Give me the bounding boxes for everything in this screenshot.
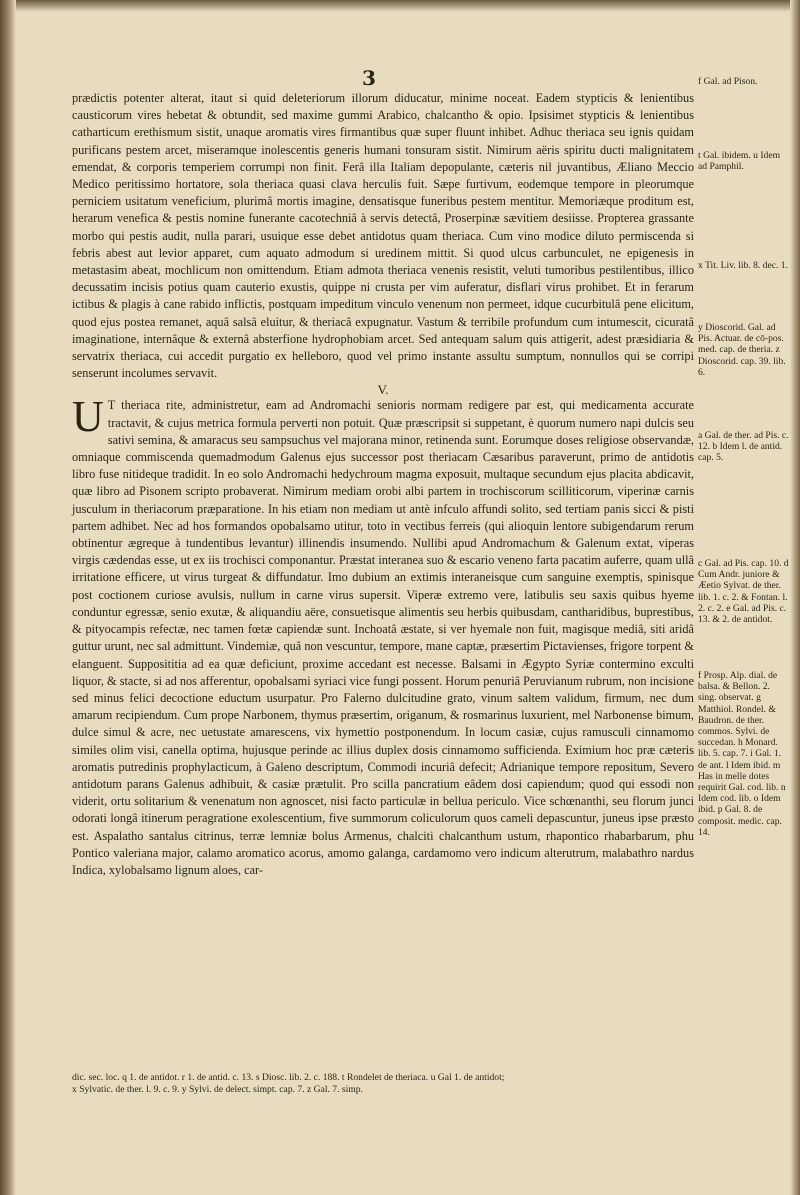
paragraph-theriaca-preparation [72, 392, 694, 879]
book-spine-shadow [0, 0, 16, 1195]
main-text-column [72, 90, 694, 879]
margin-note: f Gal. ad Pison. [698, 76, 758, 87]
drop-cap-letter: U [72, 392, 104, 442]
margin-note: x Tit. Liv. lib. 8. dec. 1. [698, 260, 788, 271]
footnote-line: x Sylvatic. de ther. l. 9. c. 9. y Sylvi. de delect. simpt. cap. 7. z Gal. 7. simp. [72, 1084, 363, 1096]
page-edge-shadow [790, 0, 800, 1195]
paragraph-theriaca-virtues: prædictis potenter alterat, itaut si quid deleteriorum illorum diducatur, minime noceat. Eadem stypticis & lenientibus causticorum vires hebetat & obtundit, sed maxime gummi Arabico, chalcantho & opio. Ipsisimet stypticis & lenientibus catharticum erethismum sistit, unaque aromatis vires firmantibus quæ super fluunt inhibet. Adhuc theriaca seu ignis quidam purificans pestem arcet, miseramque inolescentis generis humani tonsuram sistit. Nimirum aëris spiritu ducti malignitatem emendat, & corporis temperiem corrumpi non finit. Ferâ illa Italiam depopulante, cæteris nil juvantibus, Æliano Meccio Medico peritissimo hortatore, sola theriaca quasi clava herculis fuit. Sæpe furtivum, eodemque tempore in pleorumque perniciem usitatum veneficium, plurimâ mortis imagine, densatisque funeribus pestem mentitur. Memoriæque proditum est, herarum venefica & pestis nomine funerante cacotechniâ à servis detectâ, Proserpinæ sævitiem desiisse. Propterea grassante morbo qui pestis audit, nulla parari, usuique esse debet antidotus quam theriaca. Cum vino modice diluto permiscenda si febris abest aut levior apparet, cum aquato admodum si uredinem mittit. Si quod ulcus carbunculet, ne epigenesis in metastasim abeat, mochlicum non omittendum. Etiam admota theriaca venenis resistit, veluti tumoribus pestilentibus, illico decussatim incisis potius quam cauterio exustis, quippe ni crusta per vim auferatur, disflari virus prohibet. Et in ferarum ictibus & plagis à cane rabido inflictis, postquam impeditum vinculo venenum non permeet, idque cucurbitulâ pene elicitum, quod ejus postea remanet, aquâ salsâ eluitur, & theriacâ expugnatur. Vastum & terribile profundum cum intumescit, cicuratâ imaginatione, internâque & externâ absterfione hydrophobiam arcet. Sed antequam salum quis attigerit, adest præsidiaria & servatrix theriaca, cui accedit purgatio ex helleboro, quod vel primo instante assultu sumptum, nonnullos qui se corripi senserunt incolumes servavit. [72, 91, 694, 381]
margin-note: f Prosp. Alp. dial. de balsa. & Bellon. 2. sing. observat. g Matthiol. Rondel. & Baudron. de ther. commos. Sylvi. de succedan. h Monard. lib. 5. cap. 7. i Gal. 1. de ant. l Idem ibid. m Has in melle dotes requirit Gal. cod. lib. n Idem cod. lib. o Idem ibid. p Gal. 8. de composit. medic. cap. 14. [698, 670, 786, 838]
margin-note: t Gal. ibidem. u Idem ad Pamphil. [698, 150, 781, 173]
page-top-shadow [0, 0, 800, 12]
margin-note: a Gal. de ther. ad Pis. c. 12. b Idem l. de antid. cap. 5. [698, 430, 789, 464]
section-heading: V. [377, 382, 389, 398]
paragraph-theriaca-preparation-text: T theriaca rite, administretur, eam ad Andromachi senioris normam redigere par est, qui medicamenta accurate tractavit, & cujus metrica formula perverti non potuit. Quæ præscripsit si suppetant, è quorum numero napi dulcis seu sativi semina, & amaracus seu sampsuchus vel majorana minor, retinenda sunt. Eorumque doses religiose observandæ, omniaque commiscenda quemadmodum Galenus ejus successor post theriacam Cæsaribus paraverunt, primo de antidotis libro fuse nitideque tradidit. In eo solo Andromachi hedychroum magma exposuit, multaque secundum ejus placita abdicavit, quæ libro ad Pisonem scripto probaverat. Nimirum mediam orobi albi partem in trochiscorum scilliticorum, viperinæ carnis jusculum in theriacorum præparatione. In his etiam non mediam ut antè infculo affundi solito, sed tertiam panis sicci & pisti partem adhibet. Nec ad hos formandos opobalsamo utitur, toto in vectibus ferreis (qui alioquin lentore subigendarum rerum obtinentur ægreque à tundentibus levantur) illinendis insumendo. Nullibi apud Andromachum & Galenum extat, viperas virgis cædendas esse, ut ex iis trochisci componantur. Præstat interanea suo & escario veneno farta pacatim auferre, quam ullâ irritatione efficere, ut virus turgeat & diffundatur. Imo dubium an extimis interaneisque cum sanguine exemptis, spinisque post coctionem curiose avulsis, nullum in carne virus supersit. Viperæ extremo vere, latibulis seu saxis quibus hyeme conduntur egressæ, senio exutæ, & aliquandiu aëre, consuetisque alimentis seu herbis quibusdam, cantharidibus, buprestibus, & pityocampis refectæ, nec tamen fœtæ capiendæ sunt. Inchoatâ æstate, si ver hyemale non fuit, magisque mediâ, siti aridâ guttur urunt, nec sal admittunt. Vindemiæ, quâ non vescuntur, tempore, mane captæ, præsertim Pictavienses, frigore torpent & elanguent. Supposititia ad ea quæ deficiunt, proxime accedant est necesse. Balsami in Ægypto Syriæ contermino exculti liquor, & stacte, si ad nos afferentur, opobalsami syriaci vice fungi possent. Horum penuriâ Peruvianum rubrum, non incisione sed minus felici decoctione eductum usurpatur. Pro Falerno dulcitudine grato, vinum saltem validum, firmum, nec dum amarum recipiendum. Cum prope Narbonem, thymus præsertim, origanum, & rosmarinus luxurient, mel Narbonense bimum, dulce simul & acre, nec uetustate amarescens, vix hymettio postponendum. In locum casiæ, cujus ramusculi cinnamomo similes olim visi, canella optima, hujusque perinde ac illius duplex dosis cinnamomo sufficienda. Eximium hoc præ cæteris aromatis putredinis prophylacticum, à Galeno descriptum, Commodi incuriâ defecit; Adrianique tempore repositum, Severo antidotum parans Galenus adhibuit, & casiæ prætulit. Pro scilla pancratium eâdem dosi capiendum; quod qui essodi non viderit, ortu solitarium & venenatum non agnoscet, nisi facto particulæ in bellua periculo. Vice schœnanthi, seu florum junci odorati longâ itinerum peragratione exolescentium, five summorum coliculorum quos cameli depascuntur, juneus ipse præsto est. Aspalatho santalus citrinus, terræ lemniæ bolus Armenus, chalciti chalcanthum ustum, rhapontico rhabarbarum, phu Pontico valeriana major, calamo aromatico acorus, amomo galanga, cardamomo vero indicum alterutrum, malabathro nardus Indica, xylobalsamo lignum aloes, car- [72, 398, 694, 877]
footnotes [72, 1072, 792, 1097]
margin-note: c Gal. ad Pis. cap. 10. d Cum Andr. juniore & Æetio Sylvat. de ther. lib. 1. c. 2. & Fontan. l. 2. c. 2. e Gal. ad Pis. c. 13. & 2. de antidot. [698, 558, 789, 626]
footnote-line: dic. sec. loc. q 1. de antidot. r 1. de antid. c. 13. s Diosc. lib. 2. c. 188. t Rondelet de theriaca. u Gal 1. de antidot; [72, 1072, 505, 1083]
margin-note: y Dioscorid. Gal. ad Pis. Actuar. de cō-pos. med. cap. de theria. z Dioscorid. cap. 39. lib. 6. [698, 322, 786, 378]
page-number: 3 [362, 66, 376, 90]
